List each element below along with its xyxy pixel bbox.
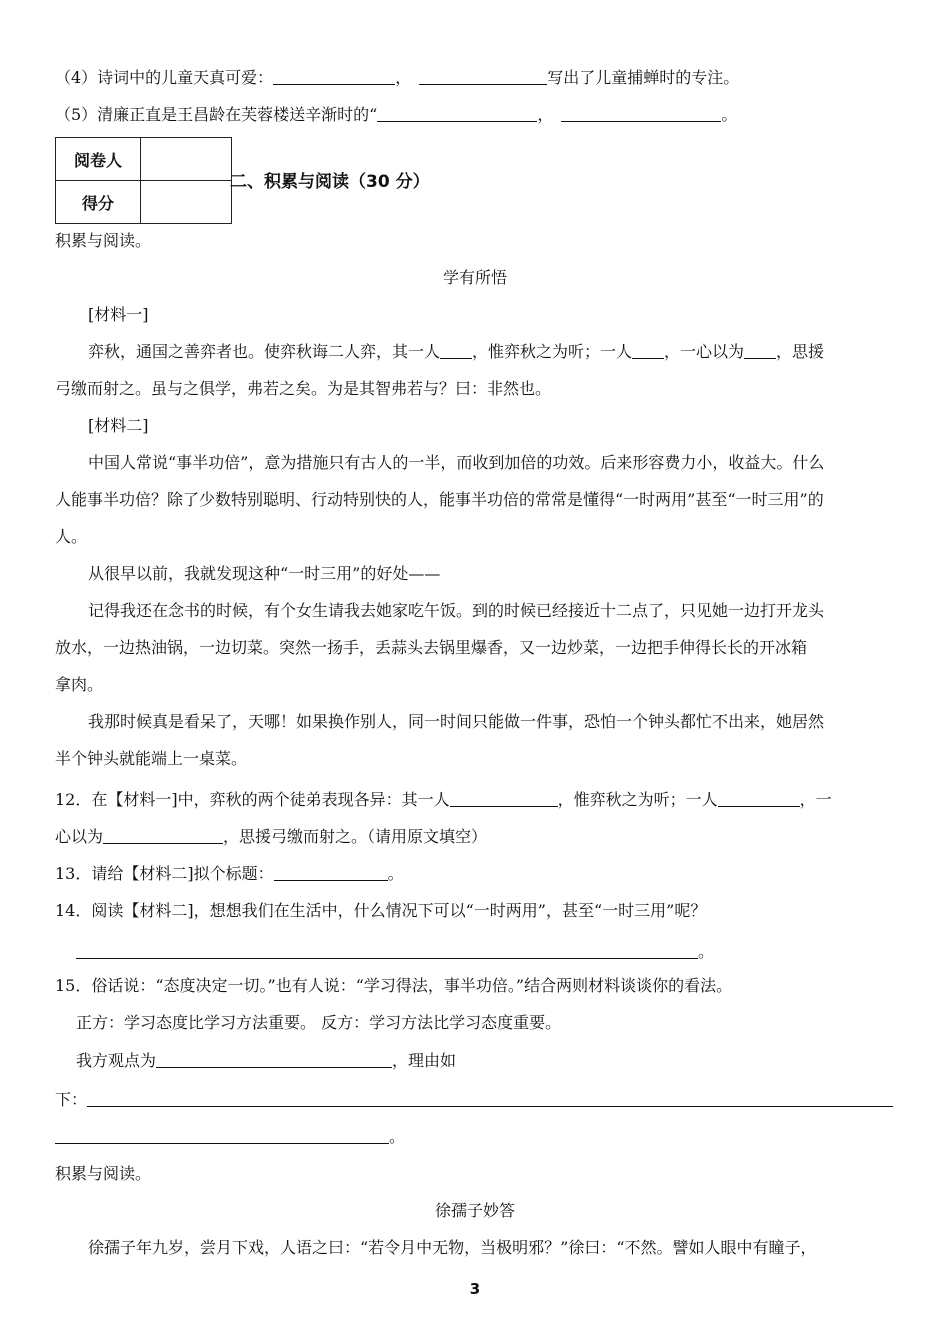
answer-blank[interactable] [561, 105, 721, 122]
paragraph-line: 人。 [55, 527, 88, 546]
question-4: （4）诗词中的儿童天真可爱： ， 写出了儿童捕蝉时的专注。 [55, 68, 740, 87]
section-title: 二、积累与阅读（30 分） [230, 172, 430, 192]
question-5: （5）清廉正直是王昌龄在芙蓉楼送辛渐时的“ ， 。 [55, 105, 738, 124]
text-blank [440, 342, 472, 359]
answer-blank[interactable] [718, 790, 800, 807]
paragraph-line: 徐孺子年九岁，尝月下戏，人语之曰：“若令月中无物，当极明邪？”徐曰：“不然。譬如人眼中有瞳子， [88, 1238, 817, 1257]
page-number: 3 [469, 1280, 481, 1298]
reason-line: 下： [55, 1089, 893, 1111]
material-label: [材料一] [88, 305, 149, 324]
passage-title: 徐孺子妙答 [434, 1201, 515, 1220]
score-table [55, 137, 232, 224]
answer-blank[interactable] [273, 68, 395, 85]
score-label: 得分 [56, 181, 141, 224]
question-14: 14．阅读【材料二]，想想我们在生活中，什么情况下可以“一时两用”，甚至“一时三用”呢？ [55, 901, 707, 920]
answer-blank[interactable] [156, 1051, 392, 1068]
passage-title: 学有所悟 [442, 268, 507, 287]
answer-blank[interactable] [377, 105, 537, 122]
answer-blank[interactable] [450, 790, 558, 807]
score-cell[interactable] [141, 181, 232, 224]
intro-text: 积累与阅读。 [55, 231, 152, 250]
answer-blank[interactable] [103, 827, 223, 844]
answer-line[interactable] [76, 942, 698, 959]
question-14-answer: 。 [76, 941, 714, 963]
answer-blank[interactable] [274, 864, 388, 881]
intro-text: 积累与阅读。 [55, 1164, 152, 1183]
paragraph-line: 从很早以前，我就发现这种“一时三用”的好处—— [88, 564, 441, 583]
material1-line: 弓缴而射之。虽与之俱学，弗若之矣。为是其智弗若与？曰：非然也。 [55, 379, 552, 398]
paragraph-line: 我那时候真是看呆了，天哪！如果换作别人，同一时间只能做一件事，恐怕一个钟头都忙不出来，她居然 [88, 712, 825, 731]
question-12-cont: 心以为 ，思援弓缴而射之。（请用原文填空） [55, 827, 488, 846]
question-13: 13．请给【材料二]拟个标题： 。 [55, 864, 404, 883]
answer-line[interactable] [87, 1090, 893, 1107]
question-12: 12．在【材料一]中，弈秋的两个徒弟表现各异：其一人 ，惟弈秋之为听；一人 ，一 [55, 790, 832, 809]
reason-line-2: 。 [55, 1126, 405, 1148]
paragraph-line: 拿肉。 [55, 675, 104, 694]
paragraph-line: 人能事半功倍？除了少数特别聪明、行动特别快的人，能事半功倍的常常是懂得“一时两用”甚至“一时三用”的 [55, 490, 824, 509]
viewpoint-line: 我方观点为 ，理由如 [76, 1051, 457, 1070]
paragraph-line: 半个钟头就能端上一桌菜。 [55, 749, 248, 768]
debate-sides: 正方：学习态度比学习方法重要。 反方：学习方法比学习态度重要。 [76, 1013, 562, 1032]
answer-line[interactable] [55, 1127, 389, 1144]
material1-line: 弈秋，通国之善弈者也。使弈秋诲二人弈，其一人 ，惟弈秋之为听；一人 ，一心以为 ，思援 [88, 342, 825, 361]
question-15: 15．俗话说：“态度决定一切。”也有人说：“学习得法，事半功倍。”结合两则材料谈谈你的看法。 [55, 976, 733, 995]
text-blank [632, 342, 664, 359]
reviewer-label: 阅卷人 [56, 138, 141, 181]
material-label: [材料二] [88, 416, 149, 435]
text-blank [744, 342, 776, 359]
answer-blank[interactable] [419, 68, 547, 85]
paragraph-line: 放水，一边热油锅，一边切菜。突然一扬手，丢蒜头去锅里爆香，又一边炒菜，一边把手伸得长长的开冰箱 [55, 638, 808, 657]
paragraph-line: 记得我还在念书的时候，有个女生请我去她家吃午饭。到的时候已经接近十二点了，只见她一边打开龙头 [88, 601, 825, 620]
reviewer-cell[interactable] [141, 138, 232, 181]
paragraph-line: 中国人常说“事半功倍”，意为措施只有古人的一半，而收到加倍的功效。后来形容费力小，收益大。什么 [88, 453, 825, 472]
